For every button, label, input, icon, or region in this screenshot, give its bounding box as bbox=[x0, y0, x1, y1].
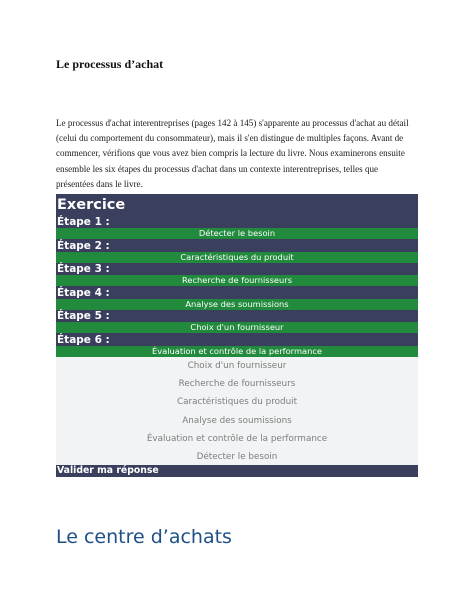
step-answer-slot[interactable]: Choix d'un fournisseur bbox=[56, 322, 418, 333]
step-label: Étape 6 : bbox=[57, 333, 110, 346]
step-answer-slot[interactable]: Détecter le besoin bbox=[56, 228, 418, 239]
step-label: Étape 2 : bbox=[57, 239, 110, 252]
page-title: Le processus d’achat bbox=[56, 57, 164, 71]
step-6 bbox=[56, 334, 418, 358]
bank-option[interactable]: Évaluation et contrôle de la performance bbox=[146, 433, 328, 444]
intro-line: commencer, vérifions que vous avez bien compris la lecture du livre. Nous examinerons ensuite bbox=[56, 148, 405, 159]
bank-option[interactable]: Recherche de fournisseurs bbox=[178, 379, 296, 390]
step-4 bbox=[56, 287, 418, 311]
step-answer-slot[interactable]: Caractéristiques du produit bbox=[56, 252, 418, 263]
intro-line: ensemble les six étapes du processus d'achat dans un contexte interentreprises, telles que bbox=[56, 163, 379, 174]
step-3 bbox=[56, 263, 418, 287]
exercise-panel bbox=[56, 194, 418, 477]
answer-bank bbox=[56, 357, 418, 465]
intro-line: Le processus d'achat interentreprises (pages 142 à 145) s'apparente au processus d'achat au détail bbox=[56, 118, 409, 128]
intro-line: présentées dans le livre. bbox=[56, 178, 143, 189]
step-label: Étape 5 : bbox=[57, 310, 110, 322]
step-label: Étape 1 : bbox=[57, 216, 110, 228]
intro-line: (celui du comportement du consommateur), mais il s'en distingue de multiples façons. Avant de bbox=[56, 133, 404, 144]
step-label: Étape 3 : bbox=[57, 263, 110, 275]
step-answer-slot[interactable]: Recherche de fournisseurs bbox=[56, 275, 418, 286]
bank-option[interactable]: Analyse des soumissions bbox=[182, 415, 292, 426]
step-1 bbox=[56, 216, 418, 240]
step-2 bbox=[56, 240, 418, 264]
step-answer-slot[interactable]: Évaluation et contrôle de la performance bbox=[56, 346, 418, 357]
step-label: Étape 4 : bbox=[57, 286, 110, 299]
bank-option[interactable]: Détecter le besoin bbox=[196, 451, 278, 462]
intro-paragraph bbox=[56, 116, 418, 192]
exercise-header: Exercice bbox=[57, 197, 126, 213]
bank-option[interactable]: Choix d'un fournisseur bbox=[187, 361, 287, 371]
section-heading: Le centre d’achats bbox=[56, 526, 232, 548]
submit-answer-button[interactable]: Valider ma réponse bbox=[56, 465, 418, 477]
step-answer-slot[interactable]: Analyse des soumissions bbox=[56, 299, 418, 310]
step-5 bbox=[56, 310, 418, 334]
bank-option[interactable]: Caractéristiques du produit bbox=[176, 397, 298, 408]
